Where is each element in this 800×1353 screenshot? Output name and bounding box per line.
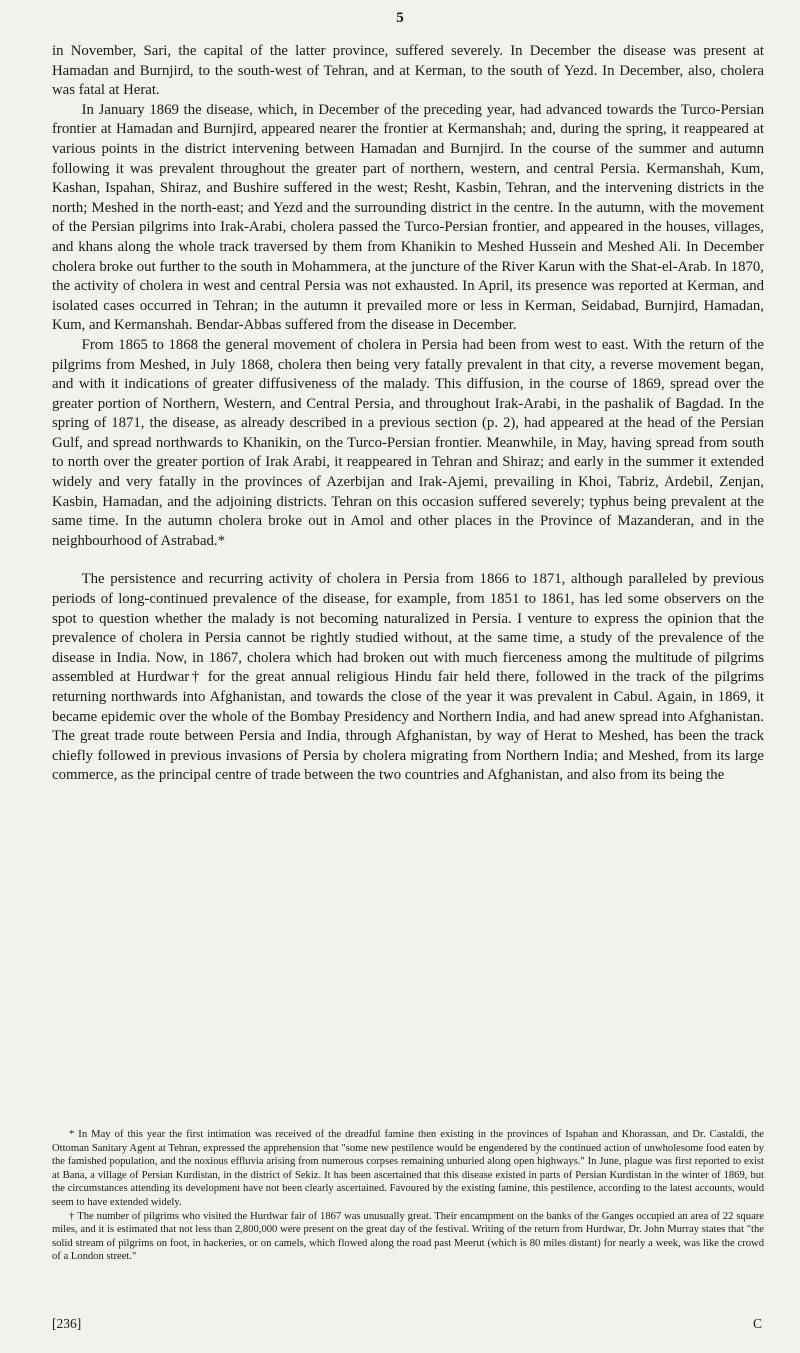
footnote-famine: * In May of this year the first intimation was received of the dreadful famine then existing in the provinces of Ispahan and Khorassan, and Dr. Castaldi, the Ottoman Sanitary Agent at Tehran, expressed the apprehension that "some new pestilence would be engendered by the continued action of unwholesome food eaten by the famished population, and the noxious effluvia arising from numerous corpses remaining unburied along open highways." In June, plague was first reported to exist at Bana, a village of Persian Kurdistan, in the district of Sekiz. It has been ascertained that this disease existed in parts of Persian Kurdistan in the winter of 1869, but the circumstances attending its development have not been clearly ascertained. Favoured by the existing famine, this pestilence, according to the latest accounts, would seem to have extended widely. bbox=[52, 1129, 764, 1208]
page-footer bbox=[52, 1316, 764, 1332]
paragraph-3: From 1865 to 1868 the general movement of cholera in Persia had been from west to east. With the return of the pilgrims from Meshed, in July 1868, cholera then being very fatally prevalent in that city, a reverse movement began, and with it indications of greater diffusiveness of the malady. This diffusion, in the course of 1869, spread over the greater portion of Northern, Western, and Central Persia, and throughout Irak-Arabi, in the pashalik of Bagdad. In the spring of 1871, the disease, as already described in a previous section (p. 2), had appeared at the head of the Persian Gulf, and spread northwards to Khanikin, on the Turco-Persian frontier. Meanwhile, in May, having spread from south to north over the greater portion of Irak Arabi, it reappeared in Tehran and Shiraz; and early in the summer it extended widely and very fatally in the provinces of Azerbijan and Irak-Ajemi, prevailing in Khoi, Tabriz, Ardebil, Zenjan, Kasbin, Hamadan, and the adjoining districts. Tehran on this occasion suffered severely; typhus being prevalent at the same time. In the autumn cholera broke out in Amol and other places in the Province of Mazanderan, and in the neighbourhood of Astrabad.* bbox=[52, 336, 764, 549]
footnotes bbox=[52, 1128, 764, 1264]
footnote-hurdwar: † The number of pilgrims who visited the Hurdwar fair of 1867 was unusually great. Their encampment on the banks of the Ganges occupied an area of 22 square miles, and it is estimated that not less than 2,800,000 were present on the great day of the festival. Writing of the return from Hurdwar, Dr. John Murray states that "the solid stream of pilgrims on foot, in hackeries, or on camels, which flowed along the road past Meerut (which is 80 miles distant) for nearly a week, was like the crowd of a London street." bbox=[52, 1210, 764, 1263]
footer-number: [236] bbox=[52, 1316, 82, 1331]
paragraph-1: in November, Sari, the capital of the latter province, suffered severely. In December the disease was present at Hamadan and Burnjird, to the south-west of Tehran, and at Kerman, to the south of Yezd. In December, also, cholera was fatal at Herat. bbox=[52, 43, 764, 99]
paragraph-4: The persistence and recurring activity of cholera in Persia from 1866 to 1871, although paralleled by previous periods of long-continued prevalence of the disease, for example, from 1851 to 1861, has led some observers on the spot to question whether the malady is not becoming naturalized in Persia. I venture to express the opinion that the prevalence of cholera in Persia cannot be rightly studied without, at the same time, a study of the prevalence of the disease in India. Now, in 1867, cholera which had broken out with much fierceness among the multitude of pilgrims assembled at Hurdwar† for the great annual religious Hindu fair held there, followed in the track of the pilgrims returning northwards into Afghanistan, and towards the close of the year it was prevalent in Cabul. Again, in 1869, it became epidemic over the whole of the Bombay Presidency and Northern India, and had anew spread into Afghanistan. The great trade route between Persia and India, through Afghanistan, by way of Herat to Meshed, has been the track chiefly followed in previous invasions of Persia by cholera migrating from Northern India; and Meshed, from its large commerce, as the principal centre of trade between the two countries and Afghanistan, and also from its being the bbox=[52, 571, 764, 784]
paragraph-2: In January 1869 the disease, which, in December of the preceding year, had advanced towards the Turco-Persian frontier at Hamadan and Burnjird, appeared nearer the frontier at Kermanshah; and, during the spring, it reappeared at various points in the district intervening between Hamadan and Burnjird. In the course of the summer and autumn following it was prevalent throughout the greater part of northern, western, and central Persia. Kermanshah, Kum, Kashan, Ispahan, Shiraz, and Bushire suffered in the west; Resht, Kasbin, Tehran, and the intervening districts in the north; Meshed in the north-east; and Yezd and the surrounding district in the centre. In the autumn, with the movement of the Persian pilgrims into Irak-Arabi, cholera passed the Turco-Persian frontier, and appeared in the houses, villages, and khans along the whole track traversed by them from Khanikin to Meshed Hussein and Meshed Ali. In December cholera broke out further to the south in Mohammera, at the juncture of the River Karun with the Shat-el-Arab. In 1870, the activity of cholera in west and central Persia was not exhausted. In April, its presence was reported at Kerman, and isolated cases occurred in Tehran; in the autumn it prevailed more or less in Kerman, Seidabad, Burnjird, Hamadan, Kum, and Kermanshah. Bendar-Abbas suffered from the disease in December. bbox=[52, 101, 764, 334]
signature-mark: C bbox=[752, 1316, 762, 1331]
page-number: 5 bbox=[396, 10, 404, 26]
body-text bbox=[52, 42, 764, 786]
